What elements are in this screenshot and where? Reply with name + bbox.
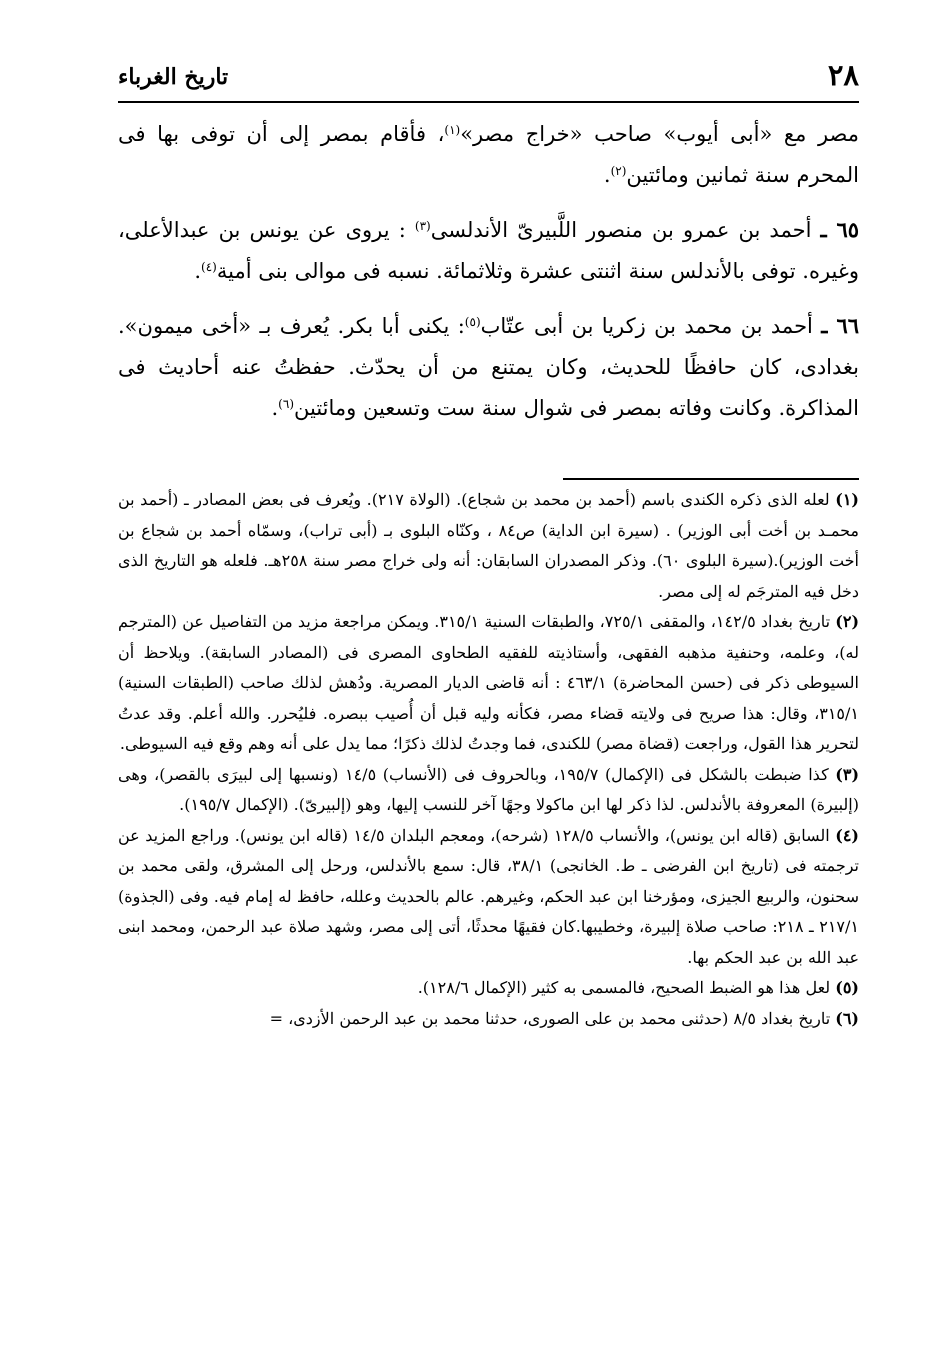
page-number: ٢٨ [827, 58, 859, 92]
entry-text: : يكنى أبا بكر. يُعرف بـ «أخى ميمون». بغدادى، كان حافظًا للحديث، وكان يمتنع من أن يحدّث. حفظتُ عنه أحاديث فى المذاكرة. وكانت وفاته بمصر فى شوال سنة ست وتسعين ومائتين [118, 314, 859, 420]
footnote-reference: (٣) [414, 219, 431, 233]
paragraph-text: مصر مع «أبى أيوب» صاحب «خراج مصر» [460, 122, 860, 146]
footnote-reference: (٤) [201, 260, 217, 274]
footnote-mark: (١) [835, 490, 859, 509]
entry-65 [118, 209, 859, 292]
footnote-divider [563, 478, 859, 480]
entry-text: : يروى عن يونس بن عبدالأعلى، وغيره. توفى بالأندلس سنة اثنتى عشرة وثلاثمائة. نسبه فى موالى بنى أمية [118, 218, 859, 283]
entry-text: أحمد بن محمد بن زكريا بن أبى عتّاب [480, 314, 813, 338]
footnotes-section [118, 485, 859, 1034]
entry-number: ٦٦ ـ [821, 313, 860, 338]
footnote-mark: (٤) [835, 825, 859, 845]
footnote-6 [118, 1004, 859, 1035]
footnote-3 [118, 760, 859, 821]
footnote-2 [118, 607, 859, 760]
footnote-reference: (٢) [610, 164, 627, 178]
continuation-paragraph [118, 114, 859, 196]
footnote-text: تاريخ بغداد ١٤٢/٥، والمقفى ٧٢٥/١، والطبقات السنية ٣١٥/١. ويمكن مراجعة مزيد من التفاصيل عن (المترجم له)، وعلمه، وحنفية مذهبه الفقهى، وأستاذيته للفقيه الطحاوى المصرى فى (المصادر السابقة). ويلاحظ أن السيوطى ذكر فى (حسن المحاضرة) ٤٦٣/١ : أنه قاضى الديار المصرية. ودُهش لذلك صاحب (الطبقات السنية) ٣١٥/١، وقال: هذا صريح فى ولايته قضاء مصر، فكأنه وليه قبل أن أُصيب ببصره. فليُحرر. والله أعلم. وقد عدتُ لتحرير هذا القول، وراجعت (قضاة مصر) للكندى، فما وجدتُ لذلك ذكرًا؛ مما يدل على أنه وهم وقع فيه السيوطى. [118, 612, 859, 753]
book-title: تاريخ الغرباء [118, 64, 229, 90]
entry-text: أحمد بن عمرو بن منصور اللَّبيرىّ الأندلسى [430, 218, 812, 242]
footnote-text: تاريخ بغداد ٨/٥ (حدثنى محمد بن على الصورى، حدثنا محمد بن عبد الرحمن الأزدى، = [269, 1008, 831, 1028]
footnote-5 [118, 973, 859, 1004]
footnote-text: لعل هذا هو الضبط الصحيح، فالمسمى به كثير (الإكمال ١٢٨/٦). [417, 978, 831, 997]
footnote-mark: (٣) [835, 764, 860, 784]
entry-66 [118, 305, 859, 429]
paragraph-text: ، فأقام بمصر إلى أن توفى بها فى المحرم سنة ثمانين ومائتين [118, 122, 859, 187]
entry-text: . [271, 396, 279, 420]
entry-text: . [194, 259, 202, 283]
footnote-reference: (٦) [278, 397, 294, 411]
footnote-4 [118, 821, 859, 974]
footnote-mark: (٢) [835, 612, 860, 631]
footnote-mark: (٥) [835, 978, 859, 997]
paragraph-text: . [603, 163, 611, 187]
footnote-text: لعله الذى ذكره الكندى باسم (أحمد بن محمد بن شجاع). (الولاة ٢١٧). ويُعرف فى بعض المصادر ـ (أحمد بن محمـد بن أخت أبى الوزير) . (سيرة ابن الداية) ص٨٤ ، وكنّاه البلوى بـ (أبى تراب)، وسمّاه أحمد بن شجاع بن أخت الوزير).(سيرة البلوى ٦٠). وذكر المصدران السابقان: أنه ولى خراج مصر سنة ٢٥٨هـ. فلعله هو التاريخ الذى دخل فيه المترجَم له إلى مصر. [118, 490, 859, 601]
footnote-reference: (١) [444, 123, 461, 137]
header-divider [118, 101, 859, 103]
running-header [118, 56, 859, 96]
footnote-reference: (٥) [464, 315, 481, 329]
footnote-1 [118, 485, 859, 607]
footnote-mark: (٦) [835, 1008, 859, 1028]
footnote-text: كذا ضبطت بالشكل فى (الإكمال) ١٩٥/٧، وبالحروف فى (الأنساب) ١٤/٥ (ونسبها إلى لبيرَى بالقصر)، وهى (إلبيرة) المعروفة بالأندلس. لذا ذكر لها ابن ماكولا وجهًا آخر للنسب إليها، وهو (إلبيرىّ). (الإكمال ١٩٥/٧). [118, 764, 859, 814]
entry-number: ٦٥ ـ [820, 217, 860, 242]
main-text [118, 114, 859, 442]
footnote-text: السابق (قاله ابن يونس)، والأنساب ١٢٨/٥ (شرحه)، ومعجم البلدان ١٤/٥ (قاله ابن يونس). وراجع المزيد عن ترجمته فى (تاريخ ابن الفرضى ـ ط. الخانجى) ٣٨/١، قال: سمع بالأندلس، ورحل إلى المشرق، ولقى محمد بن سحنون، والربيع الجيزى، ومؤرخنا ابن عبد الحكم، وغيرهم. عالم بالحديث وعلله، حافظ له إمام فيه. وفى (الجذوة) ٢١٧/١ ـ ٢١٨: صاحب صلاة إلبيرة، وخطيبها.كان فقيهًا محدثًا، أتى إلى مصر، وشهد صلاة عبد الرحمن، ومحمد ابنى عبد الله بن عبد الحكم بها. [118, 825, 859, 967]
